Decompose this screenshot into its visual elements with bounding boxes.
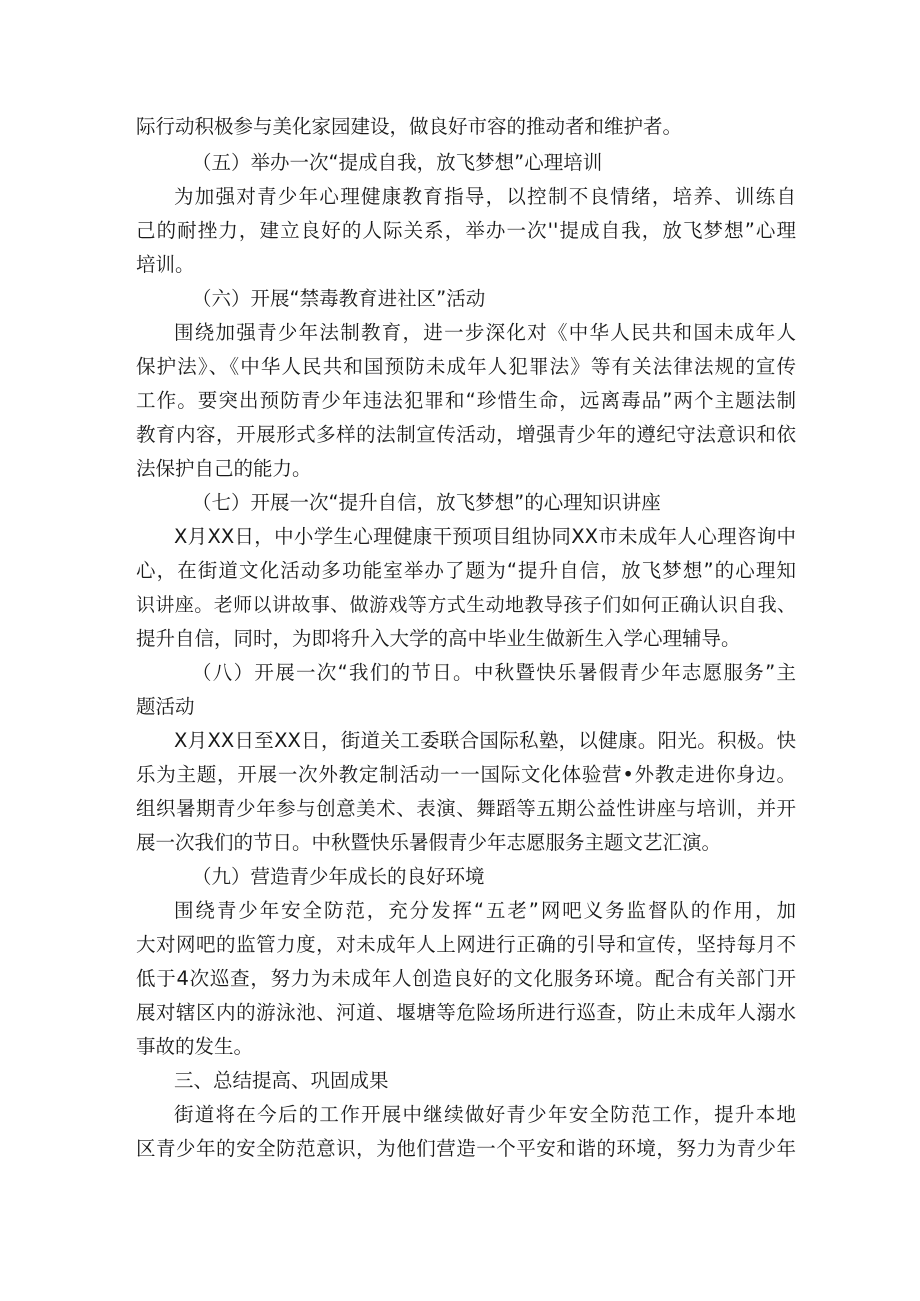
heading-8: （八）开展一次“我们的节日。中秋暨快乐暑假青少年志愿服务”主	[192, 661, 796, 684]
section-heading-3: 三、总结提高、巩固成果	[174, 1069, 389, 1092]
text-line: 法保护自己的能力。	[136, 457, 312, 480]
text-line: 工作。要突出预防青少年违法犯罪和“珍惜生命，远离毒品”两个主题法制	[136, 389, 796, 412]
text-line: 区青少年的安全防范意识，为他们营造一个平安和谐的环境，努力为青少年	[136, 1137, 796, 1160]
text-line: 街道将在今后的工作开展中继续做好青少年安全防范工作，提升本地	[174, 1103, 796, 1126]
text-line: X月XX日至XX日，街道关工委联合国际私塾，以健康。阳光。积极。快	[174, 729, 796, 752]
text-line: 提升自信，同时，为即将升入大学的高中毕业生做新生入学心理辅导。	[136, 627, 741, 650]
heading-6: （六）开展“禁毒教育进社区”活动	[192, 287, 486, 310]
text-line: 低于4次巡查，努力为未成年人创造良好的文化服务环境。配合有关部门开	[136, 967, 796, 990]
text-line: 围绕加强青少年法制教育，进一步深化对《中华人民共和国未成年人	[174, 321, 796, 344]
text-line: 题活动	[136, 695, 195, 718]
text-line: 为加强对青少年心理健康教育指导，以控制不良情绪，培养、训练自	[174, 185, 796, 208]
heading-5: （五）举办一次“提成自我，放飞梦想”心理培训	[192, 151, 603, 174]
text-line: 己的耐挫力，建立良好的人际关系，举办一次''提成自我，放飞梦想”心理	[136, 219, 796, 242]
heading-9: （九）营造青少年成长的良好环境	[192, 865, 485, 888]
text-line: 组织暑期青少年参与创意美术、表演、舞蹈等五期公益性讲座与培训，并开	[136, 797, 796, 820]
text-line: 展一次我们的节日。中秋暨快乐暑假青少年志愿服务主题文艺汇演。	[136, 831, 722, 854]
text-line: 培训。	[136, 253, 195, 276]
text-line: 保护法》、《中华人民共和国预防未成年人犯罪法》等有关法律法规的宣传	[136, 355, 796, 378]
text-line: 围绕青少年安全防范，充分发挥“五老”网吧义务监督队的作用，加	[174, 899, 796, 922]
text-line: 乐为主题，开展一次外教定制活动一一国际文化体验营•外教走进你身边。	[136, 763, 796, 786]
text-line: 际行动积极参与美化家园建设，做良好市容的推动者和维护者。	[136, 115, 683, 138]
text-line: 教育内容，开展形式多样的法制宣传活动，增强青少年的遵纪守法意识和依	[136, 423, 796, 446]
text-line: 识讲座。老师以讲故事、做游戏等方式生动地教导孩子们如何正确认识自我、	[136, 594, 796, 616]
text-line: 事故的发生。	[136, 1035, 254, 1058]
text-line: 心，在街道文化活动多功能室举办了题为“提升自信，放飞梦想”的心理知	[136, 559, 796, 582]
text-line: 大对网吧的监管力度，对未成年人上网进行正确的引导和宣传，坚持每月不	[136, 933, 796, 956]
text-line: 展对辖区内的游泳池、河道、堰塘等危险场所进行巡查，防止未成年人溺水	[136, 1001, 796, 1024]
heading-7: （七）开展一次“提升自信，放飞梦想”的心理知识讲座	[192, 491, 661, 514]
text-line: X月XX日，中小学生心理健康干预项目组协同XX市未成年人心理咨询中	[174, 525, 796, 548]
